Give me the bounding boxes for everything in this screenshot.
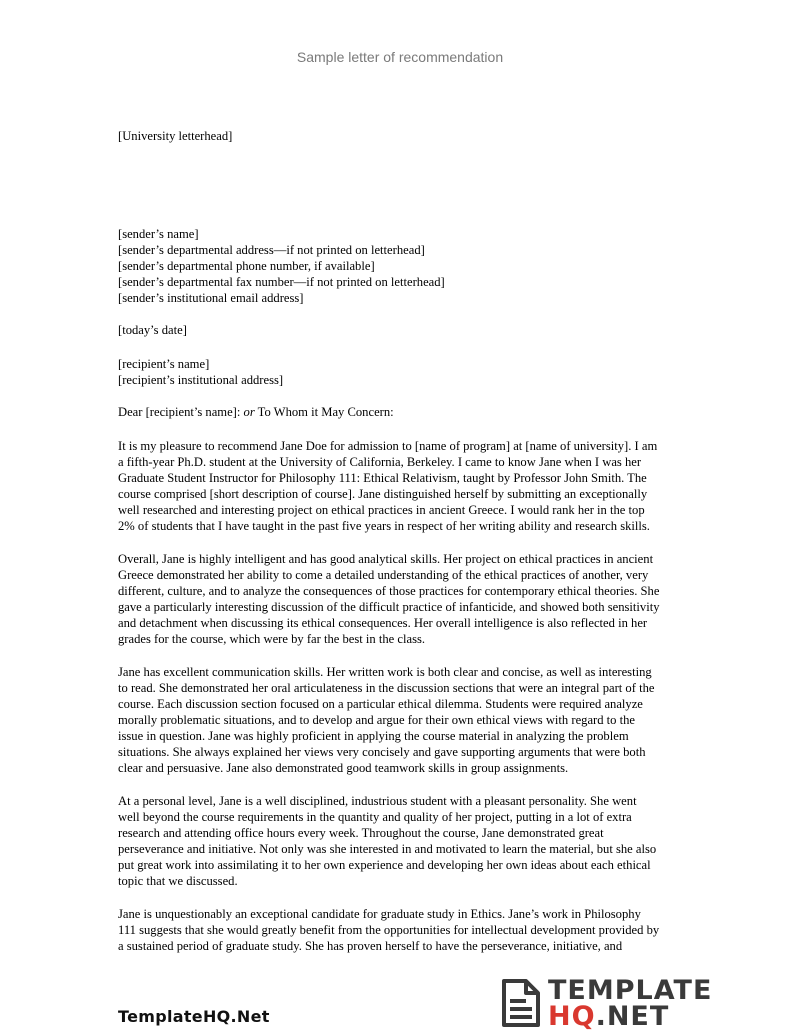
paragraph-line: clear and persuasive. Jane also demonstrated good teamwork skills in group assignments.: [118, 761, 569, 775]
logo-wordmark-bottom: [548, 1003, 669, 1031]
logo-hq: HQ: [548, 1001, 596, 1032]
paragraph-line: perseverance and initiative. Not only was she interested in and motivated to learn the material, but she also: [118, 842, 657, 856]
sender-line: [sender’s institutional email address]: [118, 291, 304, 305]
letter-body: [118, 128, 686, 971]
paragraph-line: situations. She always explained her views very concisely and gave supporting arguments that were both: [118, 745, 646, 759]
sender-line: [sender’s departmental phone number, if available]: [118, 259, 375, 273]
logo-wordmark-top: TEMPLATE: [548, 975, 713, 1006]
paragraph-line: 111 suggests that she would greatly benefit from the opportunities for intellectual development provided by: [118, 923, 660, 937]
paragraph-line: 2% of students that I have taught in the past five years in respect of her writing ability and research skills.: [118, 519, 650, 533]
recipient-line: [recipient’s institutional address]: [118, 373, 284, 387]
document-icon: [500, 979, 542, 1027]
paragraph-line: Jane has excellent communication skills. Her written work is both clear and concise, as well as interesting: [118, 665, 652, 679]
paragraph-line: topic that we discussed.: [118, 874, 238, 888]
salutation-or: or: [243, 405, 255, 419]
paragraph-line: course. Each discussion section focused on a particular ethical dilemma. Students were required analyze: [118, 697, 643, 711]
sender-line: [sender’s departmental address—if not printed on letterhead]: [118, 243, 425, 257]
paragraph-line: well beyond the course requirements in the quantity and quality of her project, putting in a lot of extra: [118, 810, 632, 824]
paragraph-line: issue in question. Jane was highly proficient in applying the course material in analyzing the problem: [118, 729, 629, 743]
logo-net: .NET: [595, 1001, 670, 1032]
sender-line: [sender’s departmental fax number—if not printed on letterhead]: [118, 275, 445, 289]
paragraph-line: different, culture, and to analyze the consequences of those practices for contemporary ethical theories. She: [118, 584, 660, 598]
paragraph-line: Jane is unquestionably an exceptional candidate for graduate study in Ethics. Jane’s work in Philosophy: [118, 907, 641, 921]
paragraph-line: Graduate Student Instructor for Philosophy 111: Ethical Relativism, taught by Professor John Smith. The: [118, 471, 647, 485]
recipient-line: [recipient’s name]: [118, 357, 210, 371]
paragraph-line: put great work into assimilating it to her own experience and developing her own ideas about each ethical: [118, 858, 651, 872]
sender-block: [118, 226, 686, 306]
site-watermark-text: TemplateHQ.Net: [118, 1007, 270, 1026]
paragraph-line: research and attending office hours every week. Throughout the course, Jane demonstrated great: [118, 826, 604, 840]
letterhead-placeholder: [University letterhead]: [118, 129, 233, 143]
templatehq-logo: [500, 975, 713, 1032]
salutation: [118, 404, 686, 420]
paragraph-line: At a personal level, Jane is a well disciplined, industrious student with a pleasant personality. She went: [118, 794, 637, 808]
paragraph: [118, 793, 686, 889]
paragraph-line: morally problematic situations, and to develop and argue for their own ethical views with regard to the: [118, 713, 636, 727]
paragraph: [118, 906, 686, 954]
paragraph: [118, 438, 686, 534]
paragraph-line: gave a particularly interesting discussion of the difficult practice of infanticide, and showed both sensitivity: [118, 600, 660, 614]
paragraph-line: well researched and interesting project on ethical practices in ancient Greece. I would rank her in the top: [118, 503, 645, 517]
paragraph-line: grades for the course, which were by far the best in the class.: [118, 632, 426, 646]
salutation-alt: To Whom it May Concern:: [254, 405, 394, 419]
paragraph-line: to read. She demonstrated her oral articulateness in the discussion sections that were an integral part of the: [118, 681, 655, 695]
salutation-main: Dear [recipient’s name]:: [118, 405, 244, 419]
paragraph-line: a fifth-year Ph.D. student at the University of California, Berkeley. I came to know Jane when I was her: [118, 455, 642, 469]
paragraph-line: a sustained period of graduate study. She has proven herself to have the perseverance, initiative, and: [118, 939, 623, 953]
paragraph-line: and detachment when discussing its ethical consequences. Her overall intelligence is also reflected in her: [118, 616, 648, 630]
sender-line: [sender’s name]: [118, 227, 199, 241]
recipient-block: [118, 356, 686, 388]
date-line: [today’s date]: [118, 323, 187, 337]
paragraph-line: course comprised [short description of course]. Jane distinguished herself by submitting an exceptionally: [118, 487, 648, 501]
page-title: Sample letter of recommendation: [296, 49, 504, 65]
paragraph-line: Greece demonstrated her ability to come a detailed understanding of the ethical practices of another, very: [118, 568, 649, 582]
paragraph-line: Overall, Jane is highly intelligent and has good analytical skills. Her project on ethical practices in ancient: [118, 552, 654, 566]
paragraph: [118, 664, 686, 776]
paragraph-line: It is my pleasure to recommend Jane Doe for admission to [name of program] at [name of university]. I am: [118, 439, 658, 453]
paragraph: [118, 551, 686, 647]
letter-paragraphs: [118, 438, 686, 954]
